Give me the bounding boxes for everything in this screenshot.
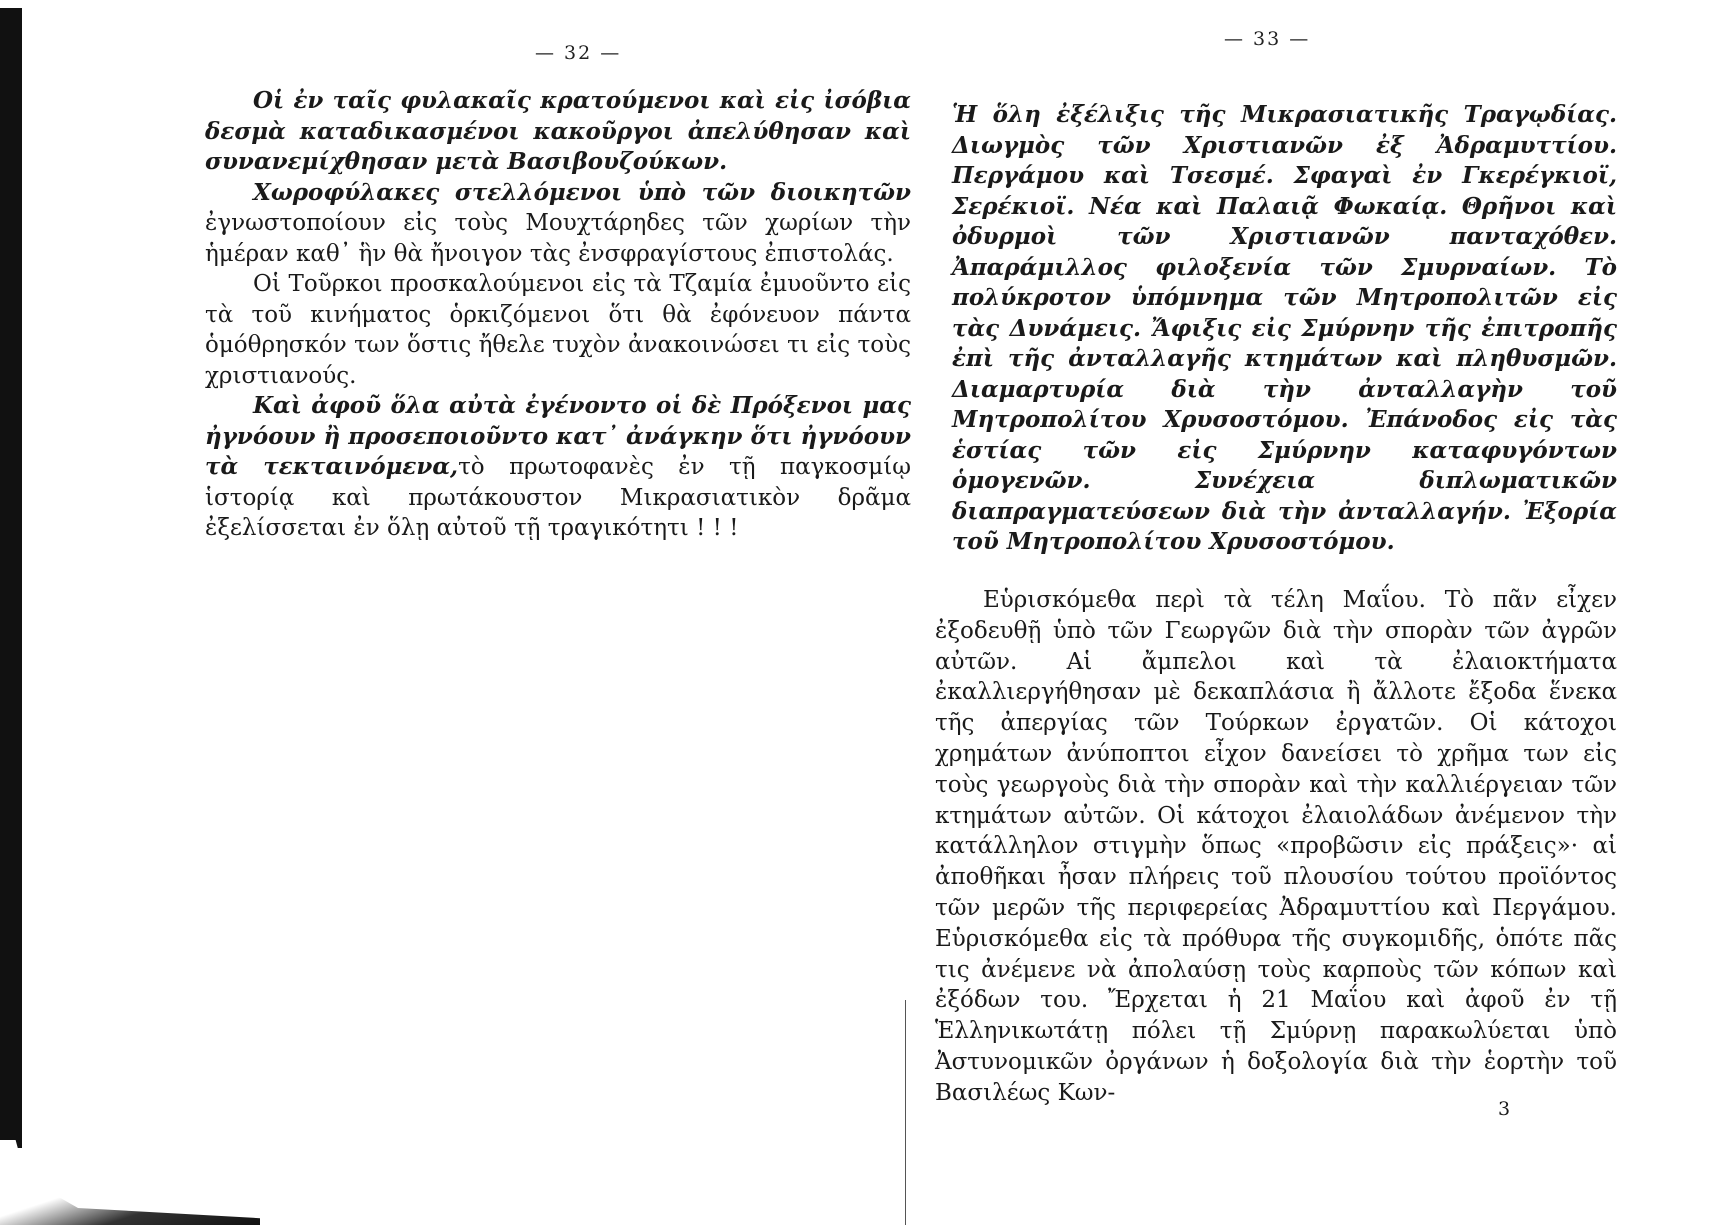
paragraph: Οἱ ἐν ταῖς φυλακαῖς κρατούμενοι καὶ εἰς ἰσόβια δεσμὰ καταδικασμένοι κακοῦργοι ἀπελύθησαν καὶ συνανεμίχθησαν μετὰ Βασιβουζούκων.	[205, 87, 911, 175]
page-number-left: — 32 —	[535, 42, 622, 64]
scan-binding-edge	[0, 8, 22, 1148]
paragraph	[205, 178, 911, 270]
paragraph-lead: Καὶ ἀφοῦ ὅλα αὐτὰ ἐγένοντο οἱ δὲ Πρόξενοι μας ἠγνόουν ἢ προσεποιοῦντο κατ᾿ ἀνάγκην ὅτι ἠγνόουν τὰ τεκταινόμενα,	[205, 392, 911, 480]
signature-mark: 3	[1498, 1098, 1511, 1120]
paragraph: Οἱ Τοῦρκοι προσκαλούμενοι εἰς τὰ Τζαμία ἐμυοῦντο εἰς τὰ τοῦ κινήματος ὁρκιζόμενοι ὅτι θὰ ἐφόνευον πάντα ὁμόθρησκόν των ὅστις ἤθελε τυχὸν ἀνακοινώσει τι εἰς τοὺς χριστιανούς.	[205, 271, 911, 389]
chapter-summary: Ἡ ὅλη ἐξέλιξις τῆς Μικρασιατικῆς Τραγῳδίας. Διωγμὸς τῶν Χριστιανῶν ἐξ Ἀδραμυττίου. Περγάμου καὶ Τσεσμέ. Σφαγαὶ ἐν Γκερέγκιοϊ, Σερέκιοϊ. Νέα καὶ Παλαιᾷ Φωκαίᾳ. Θρῆνοι καὶ ὀδυρμοὶ τῶν Χριστιανῶν πανταχόθεν. Ἀπαράμιλλος φιλοξενία τῶν Σμυρναίων. Τὸ πολύκροτον ὑπόμνημα τῶν Μητροπολιτῶν εἰς τὰς Δυνάμεις. Ἄφιξις εἰς Σμύρνην τῆς ἐπιτροπῆς ἐπὶ τῆς ἀνταλλαγῆς κτημάτων καὶ πληθυσμῶν. Διαμαρτυρία διὰ τὴν ἀνταλλαγὴν τοῦ Μητροπολίτου Χρυσοστόμου. Ἐπάνοδος εἰς τὰς ἑστίας τῶν εἰς Σμύρνην καταφυγόντων ὁμογενῶν. Συνέχεια διπλωματικῶν διαπραγματεύσεων διὰ τὴν ἀνταλλαγήν. Ἐξορία τοῦ Μητροπολίτου Χρυσοστόμου.	[952, 101, 1617, 555]
paragraph-lead: Χωροφύλακες στελλόμενοι ὑπὸ τῶν διοικητῶν	[253, 178, 911, 206]
scan-shadow	[0, 1140, 260, 1225]
margin-rule	[905, 1000, 906, 1225]
paragraph: Εὑρισκόμεθα περὶ τὰ τέλη Μαΐου. Τὸ πᾶν εἶχεν ἐξοδευθῇ ὑπὸ τῶν Γεωργῶν διὰ τὴν σπορὰν τῶν ἀγρῶν αὐτῶν. Αἱ ἄμπελοι καὶ τὰ ἐλαιοκτήματα ἐκαλλιεργήθησαν μὲ δεκαπλάσια ἢ ἄλλοτε ἔξοδα ἕνεκα τῆς ἀπεργίας τῶν Τούρκων ἐργατῶν. Οἱ κάτοχοι χρημάτων ἀνύποπτοι εἶχον δανείσει τὸ χρῆμα των εἰς τοὺς γεωργοὺς διὰ τὴν σπορὰν καὶ τὴν καλλιέργειαν τῶν κτημάτων αὐτῶν. Οἱ κάτοχοι ἐλαιολάδων ἀνέμενον τὴν κατάλληλον στιγμὴν ὅπως «προβῶσιν εἰς πράξεις»· αἱ ἀποθῆκαι ἦσαν πλήρεις τοῦ πλουσίου τούτου προϊόντος τῶν μερῶν τῆς περιφερείας Ἀδραμυττίου καὶ Περγάμου. Εὑρισκόμεθα εἰς τὰ πρόθυρα τῆς συγκομιδῆς, ὁπότε πᾶς τις ἀνέμενε νὰ ἀπολαύσῃ τοὺς καρποὺς τῶν κόπων καὶ ἐξόδων του. Ἔρχεται ἡ 21 Μαΐου καὶ ἀφοῦ ἐν τῇ Ἑλληνικωτάτῃ πόλει τῇ Σμύρνῃ παρακωλύεται ὑπὸ Ἀστυνομικῶν ὀργάνων ἡ δοξολογία διὰ τὴν ἑορτὴν τοῦ Βασιλέως Κων-	[935, 587, 1617, 1106]
paragraph	[205, 391, 911, 544]
paragraph-rest: ἐγνωστοποίουν εἰς τοὺς Μουχτάρηδες τῶν χωρίων τὴν ἡμέραν καθ᾿ ἣν θὰ ἤνοιγον τὰς ἐνσφραγίστους ἐπιστολάς.	[205, 210, 911, 267]
left-page-text	[205, 86, 911, 544]
right-page-body	[935, 585, 1617, 1109]
page-number-right: — 33 —	[1224, 28, 1311, 50]
paragraph-rest: τὸ πρωτοφανὲς ἐν τῇ παγκοσμίῳ ἱστορίᾳ καὶ πρωτάκουστον Μικρασιατικὸν δρᾶμα ἐξελίσσεται ἐν ὅλῃ αὐτοῦ τῇ τραγικότητι ! ! !	[205, 454, 911, 541]
